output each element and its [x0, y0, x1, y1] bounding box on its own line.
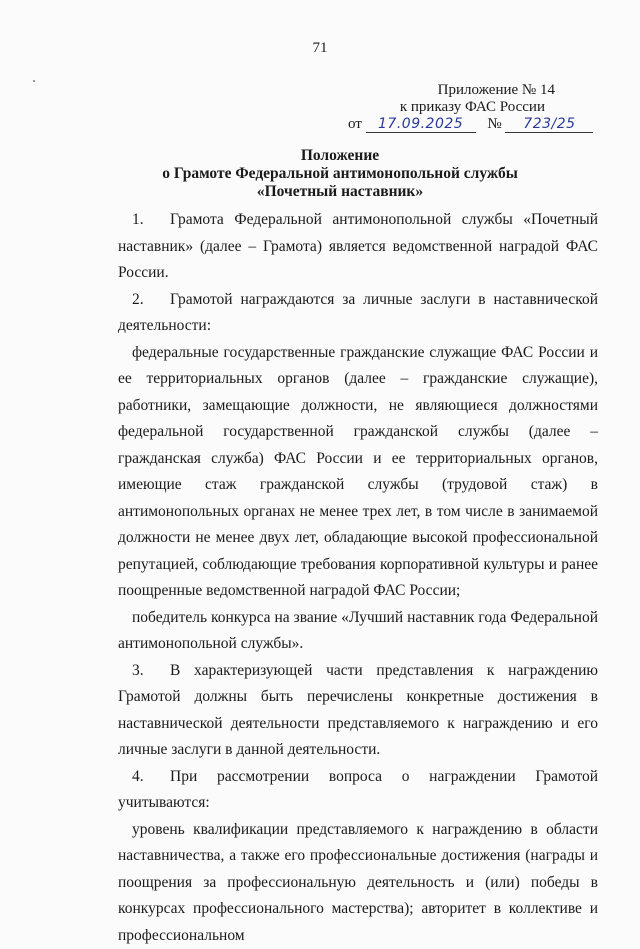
paragraph-number: 3. [132, 658, 170, 685]
paragraph-4 [118, 764, 598, 817]
document-body [118, 207, 598, 949]
paragraph-text: Грамотой награждаются за личные заслуги в наставнической деятельности: [118, 291, 598, 335]
paragraph-text: Грамота Федеральной антимонопольной службы «Почетный наставник» (далее – Грамота) является ведомственной наградой ФАС России. [118, 211, 598, 281]
paragraph-1 [118, 207, 598, 287]
date-prefix: от [348, 116, 362, 132]
paragraph-text: В характеризующей части представления к награждению Грамотой должны быть перечислены конкретные достижения в наставнической деятельности представляемого к награждению и его личные заслуги в данной деятельности. [118, 662, 598, 759]
appendix-date-number-line [348, 116, 593, 133]
paragraph-3 [118, 658, 598, 764]
date-field [366, 116, 476, 133]
handwritten-number: 723/25 [523, 116, 575, 132]
document-title [0, 147, 640, 201]
paragraph-number: 2. [132, 287, 170, 314]
paragraph-2 [118, 287, 598, 340]
number-field [505, 116, 593, 133]
page-number: 71 [0, 40, 640, 57]
title-line-1: Положение [0, 147, 640, 165]
handwritten-date: 17.09.2025 [378, 116, 463, 132]
appendix-title: Приложение № 14 [438, 82, 555, 99]
paragraph-number: 1. [132, 207, 170, 234]
title-line-2: о Грамоте Федеральной антимонопольной службы [0, 165, 640, 183]
paragraph-4-item-1: уровень квалификации представляемого к награждению в области наставничества, а также его профессиональные достижения (награды и поощрения за профессиональную деятельность и (или) победы в конкурсах профессионального мастерства); авторитет в коллективе и профессиональном [118, 817, 598, 949]
paragraph-text: При рассмотрении вопроса о награждении Грамотой учитываются: [118, 768, 598, 812]
scan-speck [33, 80, 35, 82]
paragraph-2-item-1: федеральные государственные гражданские служащие ФАС России и ее территориальных органов (далее – гражданские служащие), работники, замещающие должности, не являющиеся должностями федеральной государственной гражданской службы (далее – гражданская служба) ФАС России и ее территориальных органов, имеющие стаж гражданской службы (трудовой стаж) в антимонопольных органах не менее трех лет, в том числе в занимаемой должности не менее двух лет, обладающие высокой профессиональной репутацией, соблюдающие требования корпоративной культуры и ранее поощренные ведомственной наградой ФАС России; [118, 340, 598, 605]
title-line-3: «Почетный наставник» [0, 183, 640, 201]
number-prefix: № [487, 116, 501, 132]
paragraph-2-item-2: победитель конкурса на звание «Лучший наставник года Федеральной антимонопольной службы». [118, 605, 598, 658]
appendix-order-ref: к приказу ФАС России [400, 99, 545, 116]
paragraph-number: 4. [132, 764, 170, 791]
